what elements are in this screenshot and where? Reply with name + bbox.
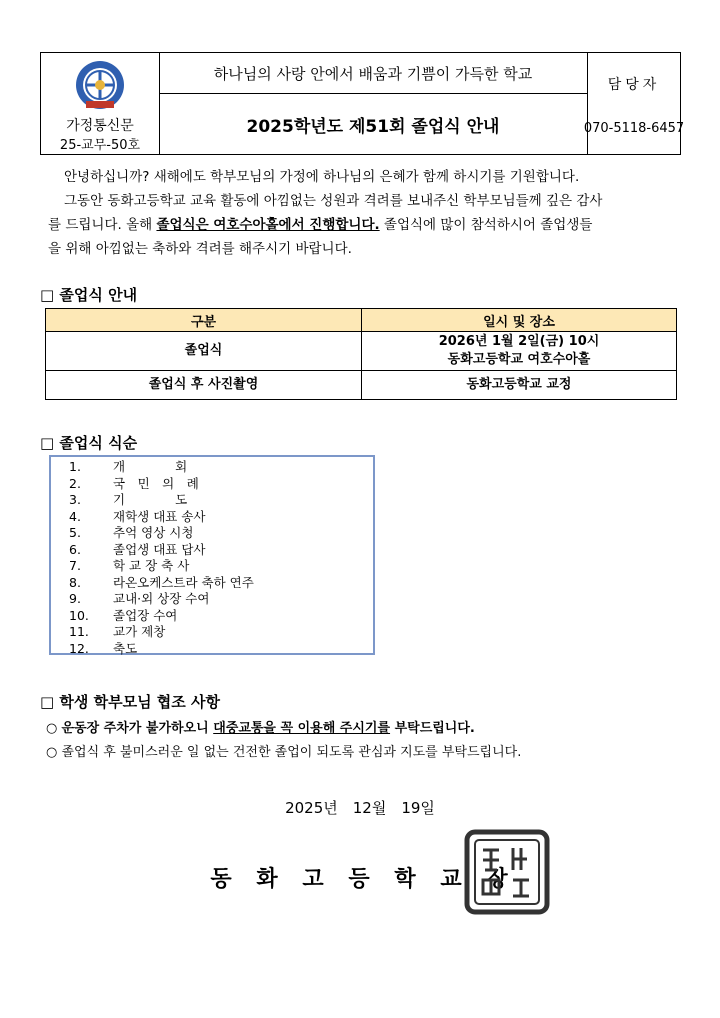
order-text: 학 교 장 축 사 [113,558,190,573]
school-name-char: 교 [440,867,462,892]
bullet-text: 졸업식 후 불미스러운 일 없는 건전한 졸업이 되도록 관심과 지도를 부탁드립니다. [61,745,522,760]
order-text: 교내·외 상장 수여 [113,591,210,606]
order-text: 졸업장 수여 [113,607,178,623]
school-name-char: 고 [302,867,324,892]
bullet-text: 운동장 주차가 불가하오니 [61,721,214,736]
order-number: 5. [69,525,81,540]
school-name-char: 화 [256,867,278,892]
issue-date: 2025년 12월 19일 [285,799,435,817]
bullet-icon: ○ [46,721,62,736]
order-number: 3. [69,492,81,507]
intro-text: 졸업식에 많이 참석하시어 졸업생들 [379,217,593,233]
school-name-char: 장 [486,867,508,892]
intro-line: 그동안 동화고등학교 교육 활동에 아낌없는 성원과 격려를 보내주신 학부모님들께 깊은 감사 [64,193,603,209]
order-text: 기 도 [113,492,188,507]
intro-line: 을 위해 아낌없는 축하와 격려를 해주시기 바랍니다. [48,241,352,257]
order-text: 라온오케스트라 축하 연주 [113,574,254,590]
order-number: 2. [69,475,81,491]
order-text: 국 민 의 례 [113,475,199,491]
ceremony-date: 2026년 1월 2일(금) 10시 [438,334,600,349]
doc-type: 가정통신문 [66,118,134,134]
order-number: 12. [69,640,89,656]
ceremony-place: 동화고등학교 여호수아홀 [447,352,591,367]
table-row [46,332,677,371]
school-logo-icon [74,59,126,111]
order-number: 10. [69,607,89,623]
order-text: 추억 영상 시청 [113,525,194,540]
order-number: 7. [69,558,81,573]
order-number: 4. [69,508,81,524]
table-row [46,371,677,400]
order-text: 졸업생 대표 답사 [113,541,206,557]
table-cell [362,332,677,371]
table-header: 일시 및 장소 [362,309,677,332]
school-name-char: 동 [210,867,232,892]
table-header: 구분 [46,309,362,332]
bullet-icon: ○ [46,745,62,760]
bullet-text: 부탁드립니다. [390,721,475,736]
section-heading-ceremony: □ 졸업식 안내 [40,286,138,304]
order-text: 축도 [113,640,138,656]
order-text: 재학생 대표 송사 [113,508,206,524]
ceremony-order-box [49,455,375,655]
order-number: 11. [69,624,89,639]
school-motto: 하나님의 사랑 안에서 배움과 기쁨이 가득한 학교 [159,53,587,94]
order-text: 개 회 [113,459,188,474]
bullet-emphasis: 대중교통을 꼭 이용해 주시기를 [213,721,391,736]
document-header [40,52,685,155]
intro-emphasis: 졸업식은 여호수아홀에서 진행합니다. [156,217,380,233]
intro-line: 안녕하십니까? 새해에도 학부모님의 가정에 하나님의 은혜가 함께 하시기를 기원합니다. [64,169,580,185]
table-cell: 졸업식 [46,332,362,371]
list-item [46,717,475,736]
order-number: 8. [69,574,81,590]
table-cell: 동화고등학교 교정 [362,371,677,400]
order-number: 6. [69,541,81,557]
school-name-char: 등 [348,867,370,892]
intro-text: 를 드립니다. 올해 [48,217,157,233]
list-item [46,741,521,760]
page-title: 2025학년도 제51회 졸업식 안내 [246,116,500,137]
section-heading-order: □ 졸업식 식순 [40,434,138,452]
contact-phone: 070-5118-6457 [583,120,685,136]
logo-cell [41,53,160,154]
doc-number: 25-교무-50호 [59,138,141,153]
contact-cell [583,53,685,154]
ceremony-info-table [45,308,677,400]
title-cell [159,53,588,154]
section-heading-cooperation: □ 학생 학부모님 협조 사항 [40,693,220,711]
contact-label: 담당자 [607,77,661,93]
order-number: 9. [69,591,81,606]
table-cell: 졸업식 후 사진촬영 [46,371,362,400]
order-text: 교가 제창 [113,624,166,639]
school-name-char: 학 [394,867,416,892]
intro-paragraph [42,165,682,261]
order-number: 1. [69,459,81,474]
official-seal-icon [461,826,553,918]
